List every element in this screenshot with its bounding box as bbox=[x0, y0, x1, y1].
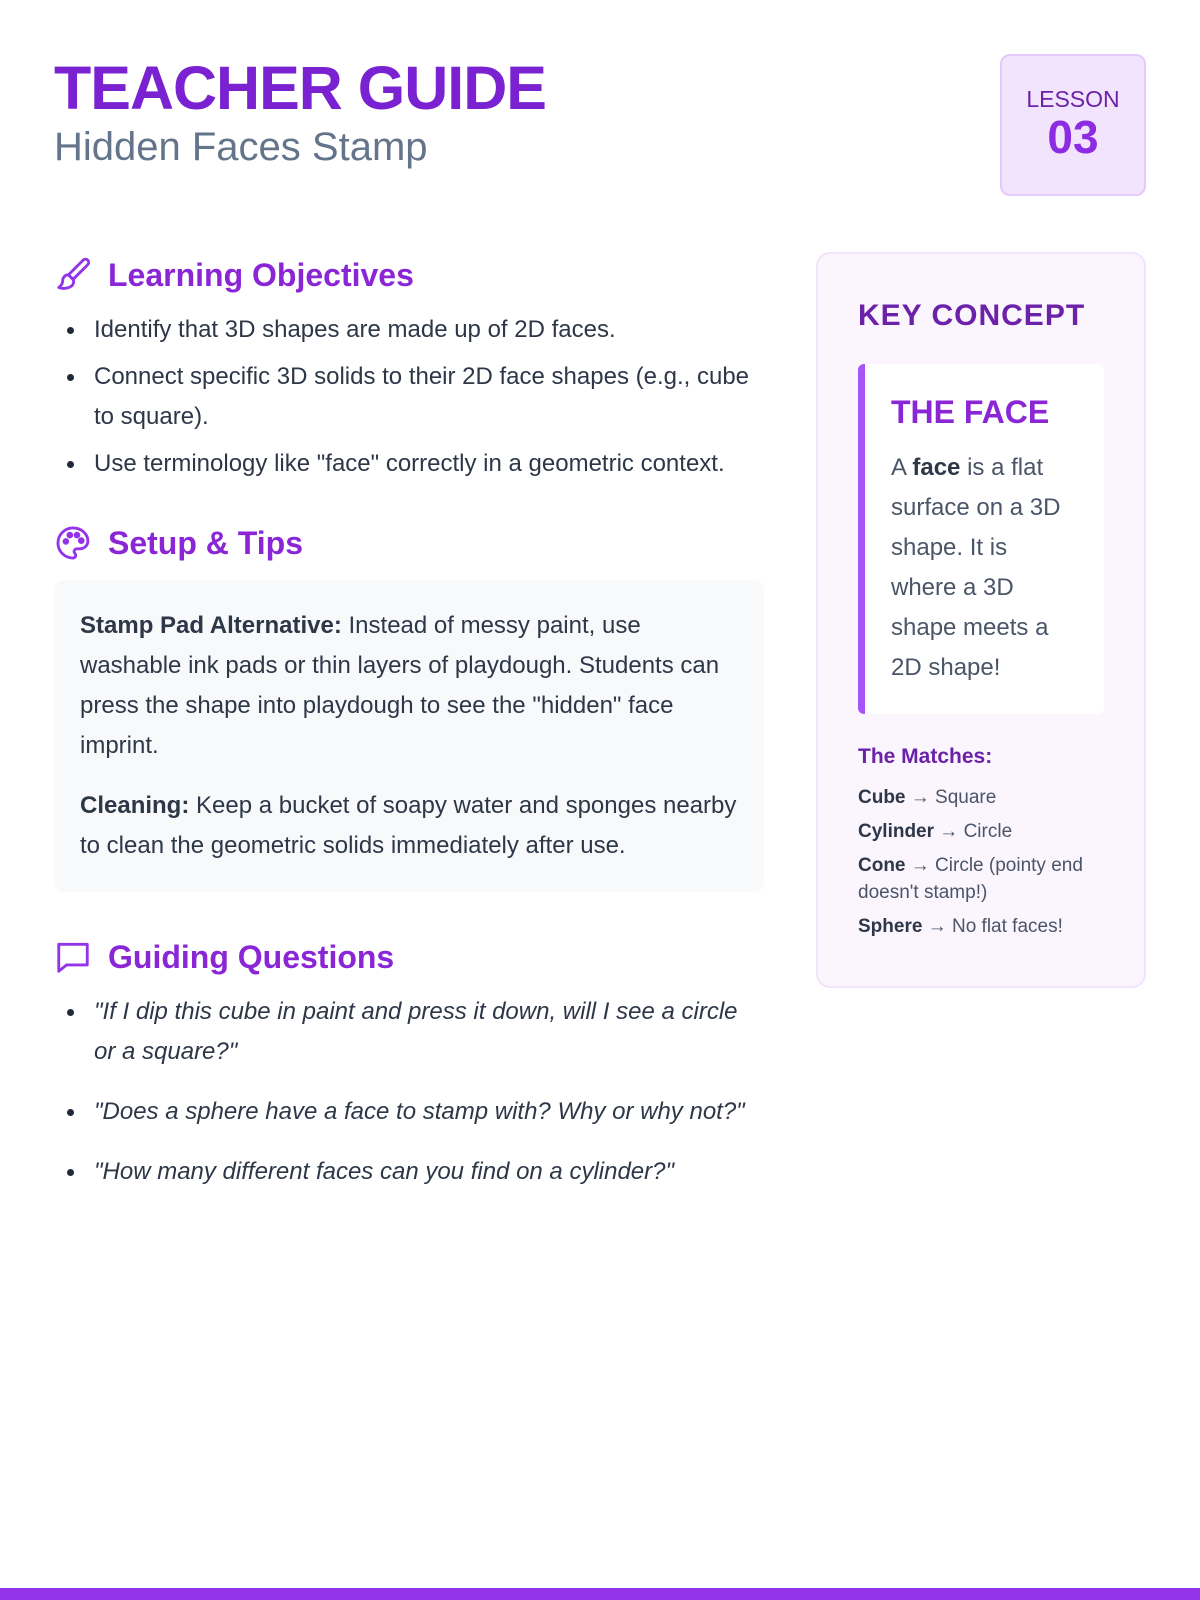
lesson-number: 03 bbox=[1047, 111, 1099, 163]
footer-bar bbox=[0, 1588, 1200, 1600]
match-solid: Cube bbox=[858, 787, 906, 808]
speech-bubble-icon bbox=[54, 937, 94, 977]
match-solid: Cylinder bbox=[858, 821, 935, 842]
tip-text: Instead of messy paint, use washable ink pads or thin layers of playdough. Students can press the shape into playdough to see the "hidden" face imprint. bbox=[80, 612, 720, 759]
face-definition bbox=[891, 448, 1078, 688]
objectives-list bbox=[54, 310, 764, 484]
tip-label: Cleaning: bbox=[80, 792, 190, 819]
match-result: → No flat faces! bbox=[922, 916, 1063, 937]
list-item: Identify that 3D shapes are made up of 2D faces. bbox=[94, 310, 764, 350]
questions-heading bbox=[54, 936, 764, 978]
match-item bbox=[858, 913, 1104, 940]
list-item: Connect specific 3D solids to their 2D face shapes (e.g., cube to square). bbox=[94, 357, 764, 437]
definition-term: face bbox=[912, 454, 961, 481]
lesson-badge bbox=[1000, 54, 1146, 196]
tip-stamp-pad bbox=[80, 606, 738, 766]
tip-text: Keep a bucket of soapy water and sponges nearby to clean the geometric solids immediately after use. bbox=[80, 792, 737, 859]
match-item bbox=[858, 784, 1104, 811]
matches-heading: The Matches: bbox=[858, 745, 993, 768]
definition-text: A bbox=[891, 454, 913, 481]
key-concept-panel bbox=[816, 252, 1146, 988]
setup-title: Setup & Tips bbox=[108, 525, 303, 561]
definition-text: is a flat surface on a 3D shape. It is where a 3D shape meets a 2D shape! bbox=[891, 454, 1061, 681]
page-subtitle: Hidden Faces Stamp bbox=[54, 125, 428, 169]
tip-cleaning bbox=[80, 786, 738, 866]
questions-title: Guiding Questions bbox=[108, 939, 395, 975]
questions-list bbox=[54, 992, 764, 1192]
setup-heading bbox=[54, 522, 764, 564]
match-solid: Sphere bbox=[858, 916, 923, 937]
paintbrush-icon bbox=[54, 255, 94, 295]
objectives-heading bbox=[54, 254, 764, 296]
question-item: "Does a sphere have a face to stamp with? Why or why not?" bbox=[94, 1092, 764, 1132]
objectives-title: Learning Objectives bbox=[108, 257, 414, 293]
match-result: → Circle (pointy end doesn't stamp!) bbox=[858, 855, 1083, 903]
question-item: "If I dip this cube in paint and press it down, will I see a circle or a square?" bbox=[94, 992, 764, 1072]
match-solid: Cone bbox=[858, 855, 906, 876]
match-result: → Circle bbox=[934, 821, 1013, 842]
face-definition-card bbox=[858, 364, 1104, 714]
question-item: "How many different faces can you find on a cylinder?" bbox=[94, 1152, 764, 1192]
page-title: TEACHER GUIDE bbox=[54, 54, 546, 122]
list-item: Use terminology like "face" correctly in a geometric context. bbox=[94, 444, 764, 484]
main-column bbox=[54, 254, 764, 1212]
key-concept-title: KEY CONCEPT bbox=[858, 299, 1086, 332]
match-item bbox=[858, 852, 1104, 906]
teacher-guide-page bbox=[54, 0, 1146, 1600]
tip-label: Stamp Pad Alternative: bbox=[80, 612, 342, 639]
match-result: → Square bbox=[905, 787, 997, 808]
lesson-label: LESSON bbox=[1026, 86, 1120, 112]
match-item bbox=[858, 818, 1104, 845]
tips-box bbox=[54, 580, 764, 892]
header bbox=[54, 54, 1146, 204]
palette-icon bbox=[54, 523, 94, 563]
face-card-title: THE FACE bbox=[891, 394, 1050, 430]
